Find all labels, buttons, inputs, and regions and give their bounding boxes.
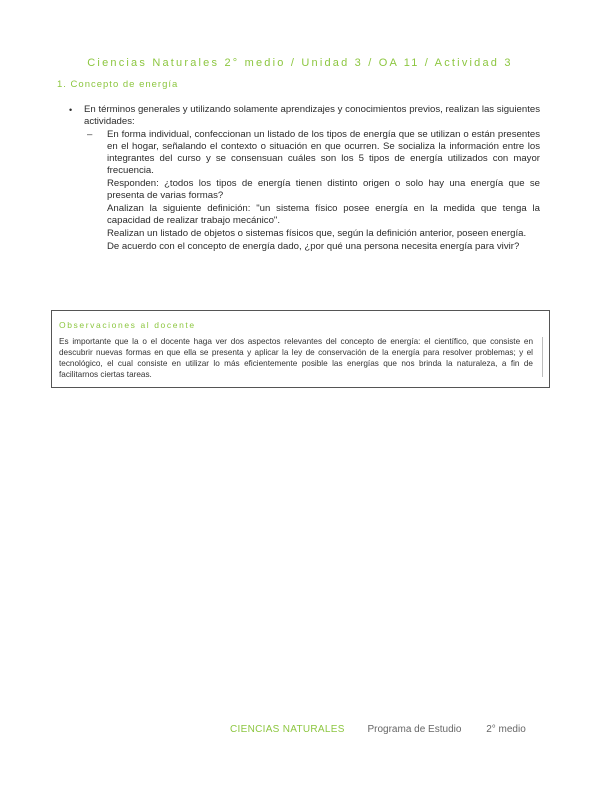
paragraph-definition: Analizan la siguiente definición: "un sistema físico posee energía en la medida que tenga la capacidad de realizar trabajo mecánico". [107,203,540,226]
footer-brand: CIENCIAS NATURALES [230,724,345,735]
bullet-text: En términos generales y utilizando solamente aprendizajes y conocimientos previos, realizan las siguientes actividades: [84,104,540,127]
paragraph-question-living: De acuerdo con el concepto de energía dado, ¿por qué una persona necesita energía para vivir? [107,241,520,252]
page-header: Ciencias Naturales 2° medio / Unidad 3 / OA 11 / Actividad 3 [87,57,513,69]
paragraph-listing: Realizan un listado de objetos o sistemas físicos que, según la definición anterior, poseen energía. [107,228,527,239]
dash-text: En forma individual, confeccionan un listado de los tipos de energía que se utilizan o están presentes en el hogar, señalando el contexto o situación en que ocurren. Se socializa la información entre los integrantes del curso y se consensuan cuáles son los 5 tipos de energía utilizados con mayor frecuencia. [107,129,540,176]
activity-content [64,104,540,254]
teacher-observations-box [51,310,550,388]
section-title: 1. Concepto de energía [57,79,179,90]
bullet-list-item [64,104,540,253]
dash-list-item [84,129,540,253]
observations-title: Observaciones al docente [59,320,196,330]
dash-icon: – [87,129,93,140]
page-footer [230,724,526,735]
observations-text: Es importante que la o el docente haga ver dos aspectos relevantes del concepto de energía: el científico, que consiste en descubrir nuevas formas en que ella se presenta y aplicar la ley de conservación de la energía para resolver problemas; y el tecnológico, el cual consiste en utilizar lo más eficientemente posible las energías que nos brinda la naturaleza, a fin de facilitarnos ciertas tareas. [59,337,533,379]
footer-level: 2° medio [486,724,526,735]
paragraph-question-origin: Responden: ¿todos los tipos de energía tienen distinto origen o solo hay una energía que se presenta de varias formas? [107,178,540,201]
bullet-icon: • [69,105,73,115]
footer-program: Programa de Estudio [367,724,462,735]
